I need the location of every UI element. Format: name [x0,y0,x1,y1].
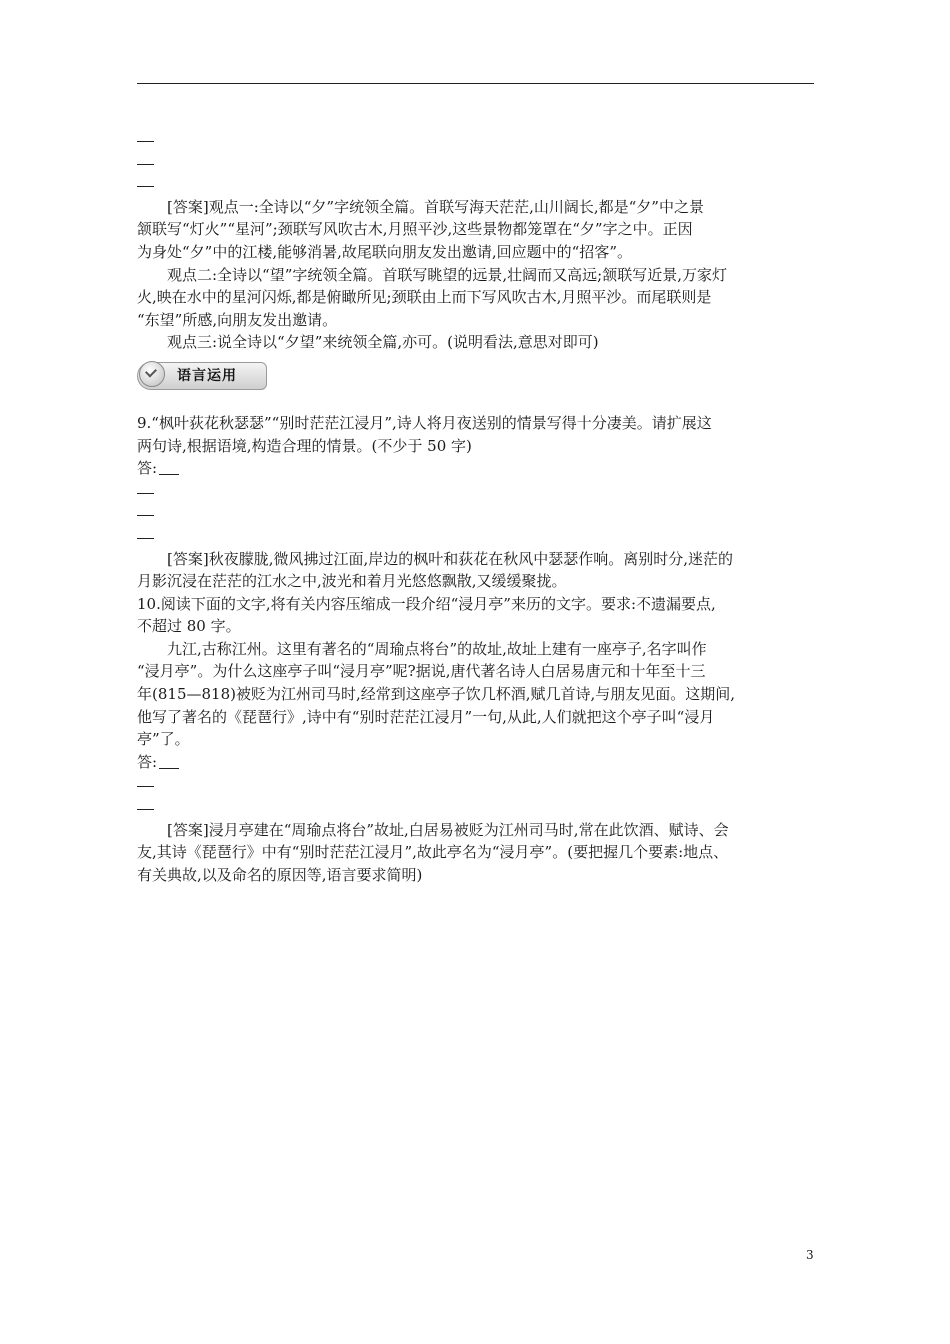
q10-passage [137,638,814,751]
question-9 [137,412,814,457]
text-line: 10.阅读下面的文字,将有关内容压缩成一段介绍“浸月亭”来历的文字。要求:不遗漏要点, [137,594,716,613]
text-line: 火,映在水中的星河闪烁,都是俯瞰所见;颈联由上而下写风吹古木,月照平沙。而尾联则是 [137,288,712,307]
answer-blank-line [137,151,814,174]
answer-blank [159,754,179,769]
text-line: 年(815—818)被贬为江州司马时,经常到这座亭子饮几杯酒,赋几首诗,与朋友见面。这期间, [137,685,736,704]
text-line: 不超过 80 字。 [137,617,241,636]
answer-blank-line [137,796,814,819]
answer-label [137,457,814,480]
text-line: 亭”了。 [137,730,190,749]
text-line: 为身处“夕”中的江楼,能够消暑,故尾联向朋友发出邀请,回应题中的“招客”。 [137,242,632,261]
question-10 [137,593,814,638]
text-line: [答案]观点一:全诗以“夕”字统领全篇。首联写海天茫茫,山川阔长,都是“夕”中之景 [167,197,704,216]
header-rule [137,83,814,84]
q8-view-two [137,264,814,332]
answer-blank [159,460,179,475]
answer-blank-line [137,773,814,796]
text-line: 友,其诗《琵琶行》中有“别时茫茫江浸月”,故此亭名为“浸月亭”。(要把握几个要素:地点、 [137,843,729,862]
text-line: 九江,古称江州。这里有著名的“周瑜点将台”的故址,故址上建有一座亭子,名字叫作 [167,639,707,658]
text-line: [答案]秋夜朦胧,微风拂过江面,岸边的枫叶和荻花在秋风中瑟瑟作响。离别时分,迷茫的 [167,549,734,568]
text-line: 颔联写“灯火”“星河”;颈联写风吹古木,月照平沙,这些景物都笼罩在“夕”字之中。正因 [137,220,693,239]
q8-view-three: 观点三:说全诗以“夕望”来统领全篇,亦可。(说明看法,意思对即可) [167,333,599,352]
answer-blank-line [137,502,814,525]
section-title: 语言运用 [177,367,237,384]
section-banner [137,360,814,392]
answer-blank-line [137,128,814,151]
answer-label [137,751,814,774]
text-line: “浸月亭”。为什么这座亭子叫“浸月亭”呢?据说,唐代著名诗人白居易唐元和十年至十三 [137,662,706,681]
answer-prefix: 答: [137,459,158,478]
text-line: 9.“枫叶荻花秋瑟瑟”“别时茫茫江浸月”,诗人将月夜送别的情景写得十分凄美。请扩展这 [137,413,712,432]
q10-answer [137,819,814,887]
text-line: 两句诗,根据语境,构造合理的情景。(不少于 50 字) [137,436,472,455]
text-line: [答案]浸月亭建在“周瑜点将台”故址,白居易被贬为江州司马时,常在此饮酒、赋诗、会 [167,820,729,839]
answer-prefix: 答: [137,752,158,771]
text-line: 他写了著名的《琵琶行》,诗中有“别时茫茫江浸月”一句,从此,人们就把这个亭子叫“浸月 [137,707,715,726]
q8-answer [137,196,814,264]
text-line: 有关典故,以及命名的原因等,语言要求简明) [137,865,423,884]
check-circle-icon [139,361,165,387]
answer-blank-line [137,173,814,196]
page-number: 3 [806,1248,814,1262]
q9-answer [137,548,814,593]
document-body [137,128,814,886]
answer-blank-line [137,480,814,503]
answer-blank-line [137,525,814,548]
text-line: “东望”所感,向朋友发出邀请。 [137,310,338,329]
text-line: 观点二:全诗以“望”字统领全篇。首联写眺望的远景,壮阔而又高远;颔联写近景,万家灯 [167,265,727,284]
text-line: 月影沉浸在茫茫的江水之中,波光和着月光悠悠飘散,又缓缓聚拢。 [137,572,567,591]
